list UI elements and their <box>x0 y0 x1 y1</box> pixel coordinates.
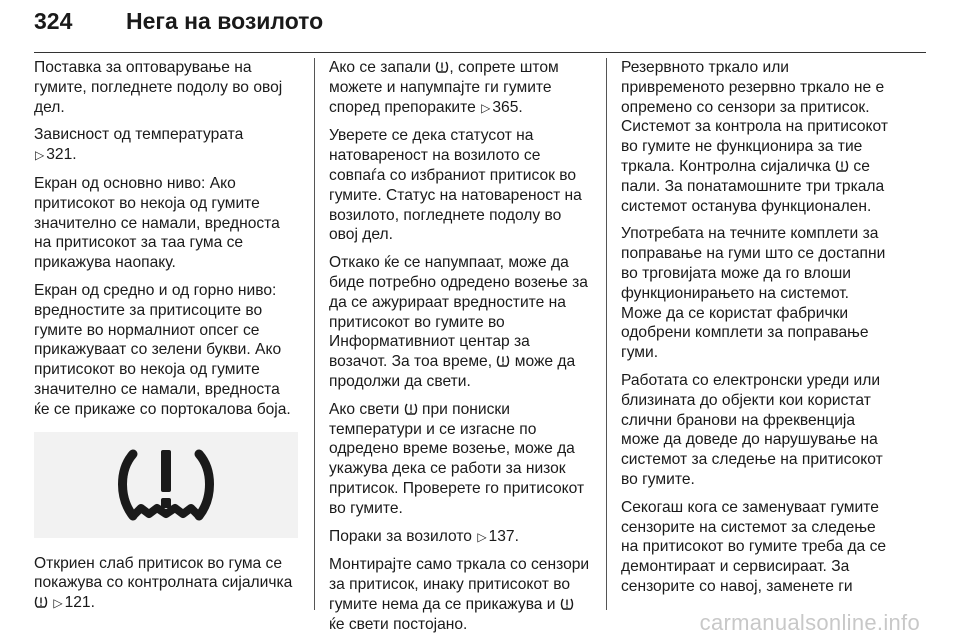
column-3 <box>621 58 891 605</box>
paragraph: Секогаш кога се заменуваат гумите сензорите на системот за следење на притисокот во гумите треба да се демонтираат и сервисираат. За сензорите со навој, заменете ги <box>621 498 887 595</box>
paragraph-text: се пали. За понатамошните три тркала системот останува функционален. <box>621 157 885 215</box>
page-reference-link[interactable]: 321. <box>46 146 77 164</box>
tire-pressure-warning-icon <box>560 597 574 611</box>
paragraph: Поставка за оптоварување на гумите, погледнете подолу во овој дел. <box>34 59 283 116</box>
paragraph <box>329 527 591 548</box>
paragraph-text: Зависност од температурата <box>34 126 244 144</box>
paragraph <box>621 58 891 216</box>
paragraph-text: Ако се запали <box>329 59 431 76</box>
page-header <box>34 0 934 52</box>
paragraph: Екран од средно и од горно ниво: вредностите за притисоците во гумите во нормалниот опсег се прикажуваат со зелени букви. Ако притисокот во некоја од гумите значително се намали, вредноста ќе се прикаже со портокалова боја. <box>34 281 291 418</box>
paragraph: Работата со електронски уреди или близината до објекти кои користат слични бранови на фреквенција може да доведе до нарушување на системот за следење на притисокот во гумите. <box>621 371 883 488</box>
tire-pressure-warning-icon <box>34 595 48 609</box>
paragraph: Употребата на течните комплети за поправање на гуми што се достапни во трговијата може да го влоши функционирањето на системот. Може да се користат фабрички одобрени комплети за поправање гуми. <box>621 225 886 362</box>
paragraph <box>34 125 299 166</box>
paragraph-text: може да продолжи да свети. <box>329 353 576 390</box>
paragraph: Екран од основно ниво: Ако притисокот во некоја од гумите значително се намали, вредноста на притисокот за таа гума се прикажува наопаку. <box>34 174 280 272</box>
page-number: 324 <box>34 8 73 34</box>
reference-arrow-icon: ▷ <box>477 529 487 544</box>
column-divider <box>314 58 315 610</box>
column-divider <box>606 58 607 610</box>
figure-caption <box>34 554 299 614</box>
page-reference-link[interactable]: 121. <box>64 594 95 612</box>
reference-arrow-icon: ▷ <box>53 596 63 611</box>
tire-pressure-warning-icon <box>835 159 849 173</box>
header-rule <box>34 52 926 53</box>
paragraph-text: Резервното тркало или привременото резервно тркало не е опремено со сензори за притисок. Системот за контрола на притисокот во гумите не функционира за тие тркала. Контролна сијаличка <box>621 59 889 175</box>
paragraph <box>329 58 591 118</box>
tire-pressure-illustration <box>34 432 298 538</box>
column-1 <box>34 58 299 622</box>
paragraph-text: , сопрете штом можете и напумпајте ги гумите според препораките <box>329 59 559 116</box>
page-reference-link[interactable]: 365. <box>492 98 523 116</box>
page-title: Нега на возилото <box>126 8 324 34</box>
tire-pressure-warning-icon <box>404 402 418 416</box>
paragraph <box>329 253 591 392</box>
tire-pressure-warning-icon <box>111 440 221 530</box>
tire-pressure-warning-icon <box>496 354 510 368</box>
paragraph-text: Монтирајте само тркала со сензори за притисок, инаку притисокот во гумите нема да се прикажува и <box>329 556 590 613</box>
paragraph-text: ќе свети постојано. <box>329 615 468 633</box>
paragraph-text: Пораки за возилото <box>329 527 472 545</box>
paragraph <box>329 555 591 634</box>
paragraph: Уверете се дека статусот на натовареност на возилото се совпаѓа со избраниот притисок во гумите. Статус на натовареност на возилото, погледнете подолу во овој дел. <box>329 127 582 244</box>
column-2 <box>329 58 591 643</box>
tire-pressure-warning-icon <box>435 60 449 74</box>
paragraph <box>329 400 591 519</box>
page-reference-link[interactable]: 137. <box>488 527 519 545</box>
watermark: carmanualsonline.info <box>699 610 920 635</box>
paragraph-text: при пониски температури и се изгасне по одредено време возење, може да укажува дека се работи за низок притисок. Проверете го притисокот во гумите. <box>329 400 585 517</box>
reference-arrow-icon: ▷ <box>35 148 45 163</box>
paragraph-text: Ако свети <box>329 400 400 418</box>
paragraph-text: Откако ќе се напумпаат, може да биде потребно одредено возење за да се ажурираат вредностите на притисокот во гумите во Информативниот центар за возачот. За тоа време, <box>329 254 588 371</box>
caption-text: Откриен слаб притисок во гума се покажува со контролната сијаличка <box>34 554 293 592</box>
reference-arrow-icon: ▷ <box>481 100 491 115</box>
